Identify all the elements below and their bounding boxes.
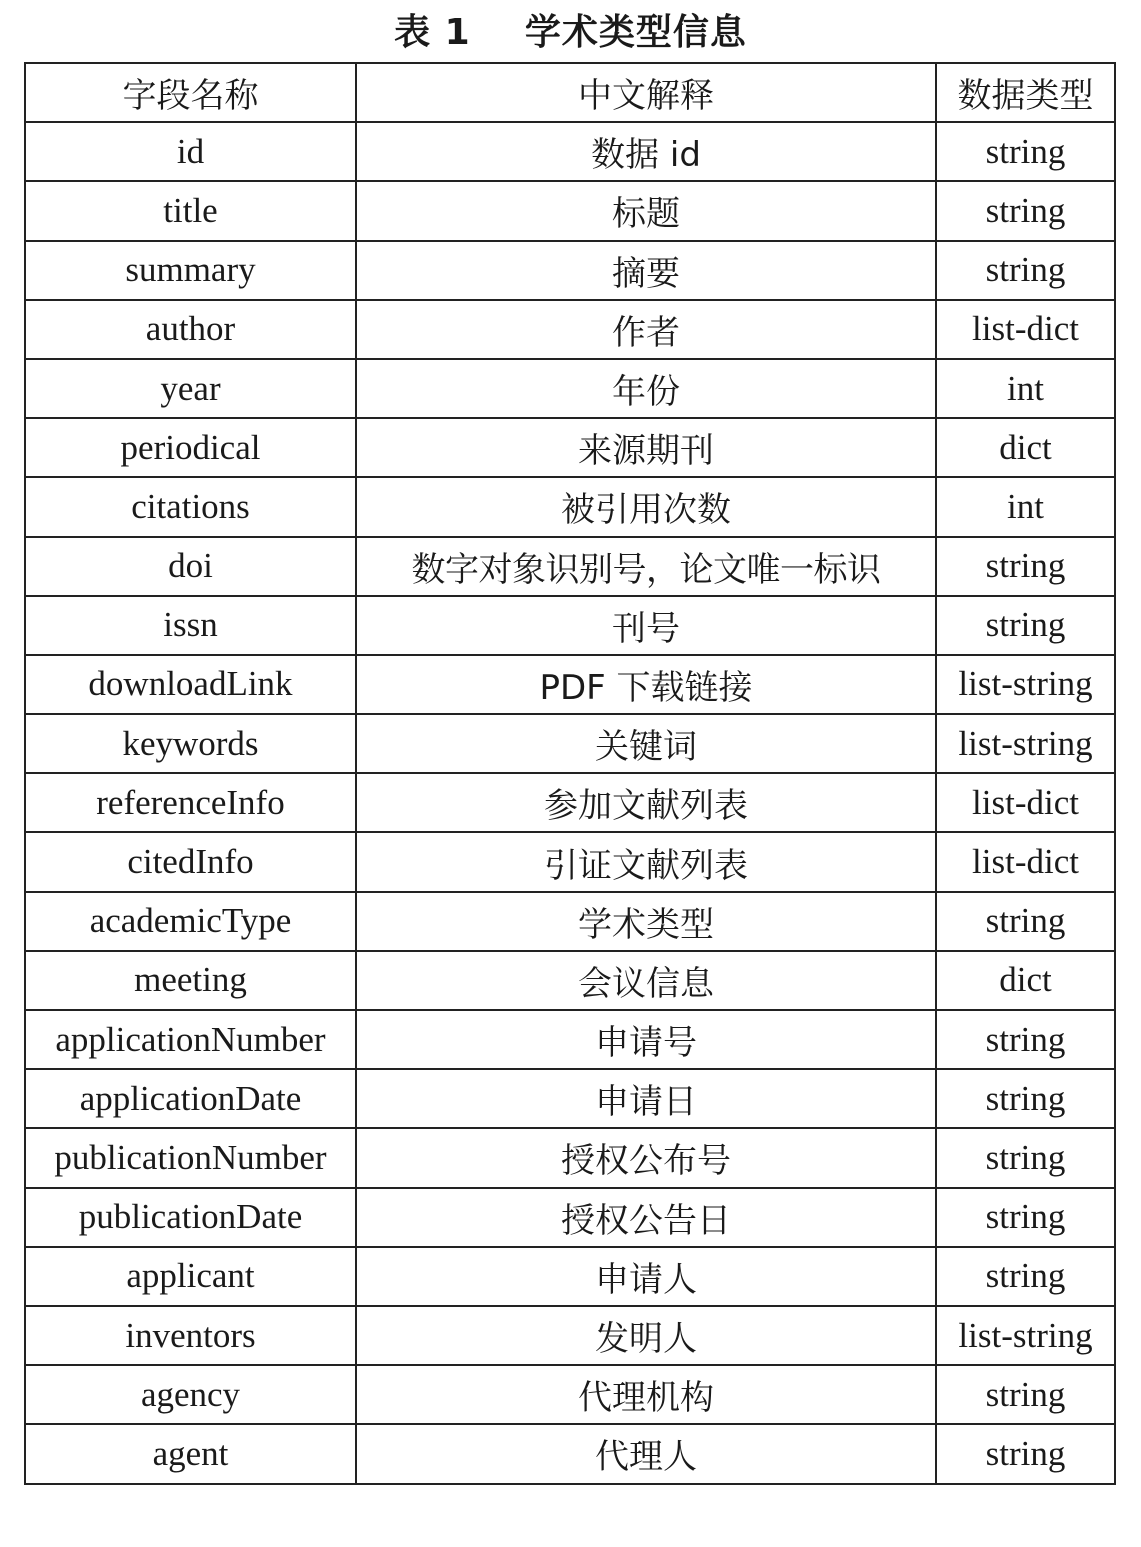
meaning-cell: 被引用次数 xyxy=(356,477,936,536)
meaning-cell: 数字对象识别号，论文唯一标识 xyxy=(356,537,936,596)
type-cell: string xyxy=(936,241,1115,300)
table-row xyxy=(25,1069,1115,1128)
header-data-type: 数据类型 xyxy=(936,63,1115,122)
field-name-cell: applicationNumber xyxy=(25,1010,356,1069)
type-cell: dict xyxy=(936,418,1115,477)
meaning-cell: 授权公告日 xyxy=(356,1188,936,1247)
table-row xyxy=(25,300,1115,359)
meaning-cell: 年份 xyxy=(356,359,936,418)
table-row xyxy=(25,596,1115,655)
table-row xyxy=(25,241,1115,300)
table-row xyxy=(25,359,1115,418)
table-caption: 表 1 学术类型信息 xyxy=(394,11,747,53)
type-cell: string xyxy=(936,537,1115,596)
field-name-cell: publicationNumber xyxy=(25,1128,356,1187)
type-cell: list-dict xyxy=(936,773,1115,832)
type-cell: list-string xyxy=(936,655,1115,714)
table-row xyxy=(25,951,1115,1010)
field-name-cell: applicationDate xyxy=(25,1069,356,1128)
type-cell: list-string xyxy=(936,714,1115,773)
table-row xyxy=(25,537,1115,596)
field-name-cell: author xyxy=(25,300,356,359)
type-cell: string xyxy=(936,1424,1115,1483)
type-cell: list-dict xyxy=(936,832,1115,891)
field-name-cell: id xyxy=(25,122,356,181)
field-name-cell: inventors xyxy=(25,1306,356,1365)
meaning-cell: 申请号 xyxy=(356,1010,936,1069)
table-row xyxy=(25,1188,1115,1247)
meaning-cell: 数据 id xyxy=(356,122,936,181)
type-cell: list-string xyxy=(936,1306,1115,1365)
meaning-cell: 刊号 xyxy=(356,596,936,655)
type-cell: int xyxy=(936,477,1115,536)
meaning-cell: 来源期刊 xyxy=(356,418,936,477)
field-name-cell: meeting xyxy=(25,951,356,1010)
table-row xyxy=(25,122,1115,181)
header-chinese-meaning: 中文解释 xyxy=(356,63,936,122)
table-row xyxy=(25,418,1115,477)
meaning-cell: 关键词 xyxy=(356,714,936,773)
meaning-cell: 申请人 xyxy=(356,1247,936,1306)
field-name-cell: year xyxy=(25,359,356,418)
meaning-cell: 申请日 xyxy=(356,1069,936,1128)
type-cell: int xyxy=(936,359,1115,418)
field-name-cell: title xyxy=(25,181,356,240)
meaning-cell: 会议信息 xyxy=(356,951,936,1010)
table-row xyxy=(25,655,1115,714)
field-name-cell: doi xyxy=(25,537,356,596)
table-row xyxy=(25,1247,1115,1306)
meaning-cell: PDF 下载链接 xyxy=(356,655,936,714)
field-name-cell: referenceInfo xyxy=(25,773,356,832)
field-name-cell: applicant xyxy=(25,1247,356,1306)
header-field-name: 字段名称 xyxy=(25,63,356,122)
table-row xyxy=(25,832,1115,891)
table-row xyxy=(25,892,1115,951)
field-name-cell: agent xyxy=(25,1424,356,1483)
table-row xyxy=(25,181,1115,240)
type-cell: list-dict xyxy=(936,300,1115,359)
field-name-cell: issn xyxy=(25,596,356,655)
table-row xyxy=(25,773,1115,832)
type-cell: string xyxy=(936,1188,1115,1247)
table-row xyxy=(25,1306,1115,1365)
meaning-cell: 标题 xyxy=(356,181,936,240)
meaning-cell: 发明人 xyxy=(356,1306,936,1365)
meaning-cell: 引证文献列表 xyxy=(356,832,936,891)
table-body xyxy=(25,122,1115,1483)
field-name-cell: keywords xyxy=(25,714,356,773)
table-row xyxy=(25,477,1115,536)
type-cell: string xyxy=(936,1247,1115,1306)
field-name-cell: citations xyxy=(25,477,356,536)
table-row xyxy=(25,1128,1115,1187)
type-cell: string xyxy=(936,1069,1115,1128)
meaning-cell: 作者 xyxy=(356,300,936,359)
academic-type-table xyxy=(24,62,1116,1485)
table-row xyxy=(25,1424,1115,1483)
table-row xyxy=(25,714,1115,773)
meaning-cell: 摘要 xyxy=(356,241,936,300)
field-name-cell: downloadLink xyxy=(25,655,356,714)
field-name-cell: publicationDate xyxy=(25,1188,356,1247)
table-row xyxy=(25,1365,1115,1424)
type-cell: string xyxy=(936,596,1115,655)
meaning-cell: 学术类型 xyxy=(356,892,936,951)
type-cell: string xyxy=(936,122,1115,181)
type-cell: string xyxy=(936,1010,1115,1069)
type-cell: string xyxy=(936,1128,1115,1187)
meaning-cell: 代理人 xyxy=(356,1424,936,1483)
field-name-cell: citedInfo xyxy=(25,832,356,891)
field-name-cell: academicType xyxy=(25,892,356,951)
type-cell: string xyxy=(936,892,1115,951)
type-cell: string xyxy=(936,1365,1115,1424)
field-name-cell: periodical xyxy=(25,418,356,477)
table-row xyxy=(25,1010,1115,1069)
type-cell: string xyxy=(936,181,1115,240)
type-cell: dict xyxy=(936,951,1115,1010)
meaning-cell: 参加文献列表 xyxy=(356,773,936,832)
field-name-cell: summary xyxy=(25,241,356,300)
table-header-row xyxy=(25,63,1115,122)
field-name-cell: agency xyxy=(25,1365,356,1424)
meaning-cell: 代理机构 xyxy=(356,1365,936,1424)
meaning-cell: 授权公布号 xyxy=(356,1128,936,1187)
